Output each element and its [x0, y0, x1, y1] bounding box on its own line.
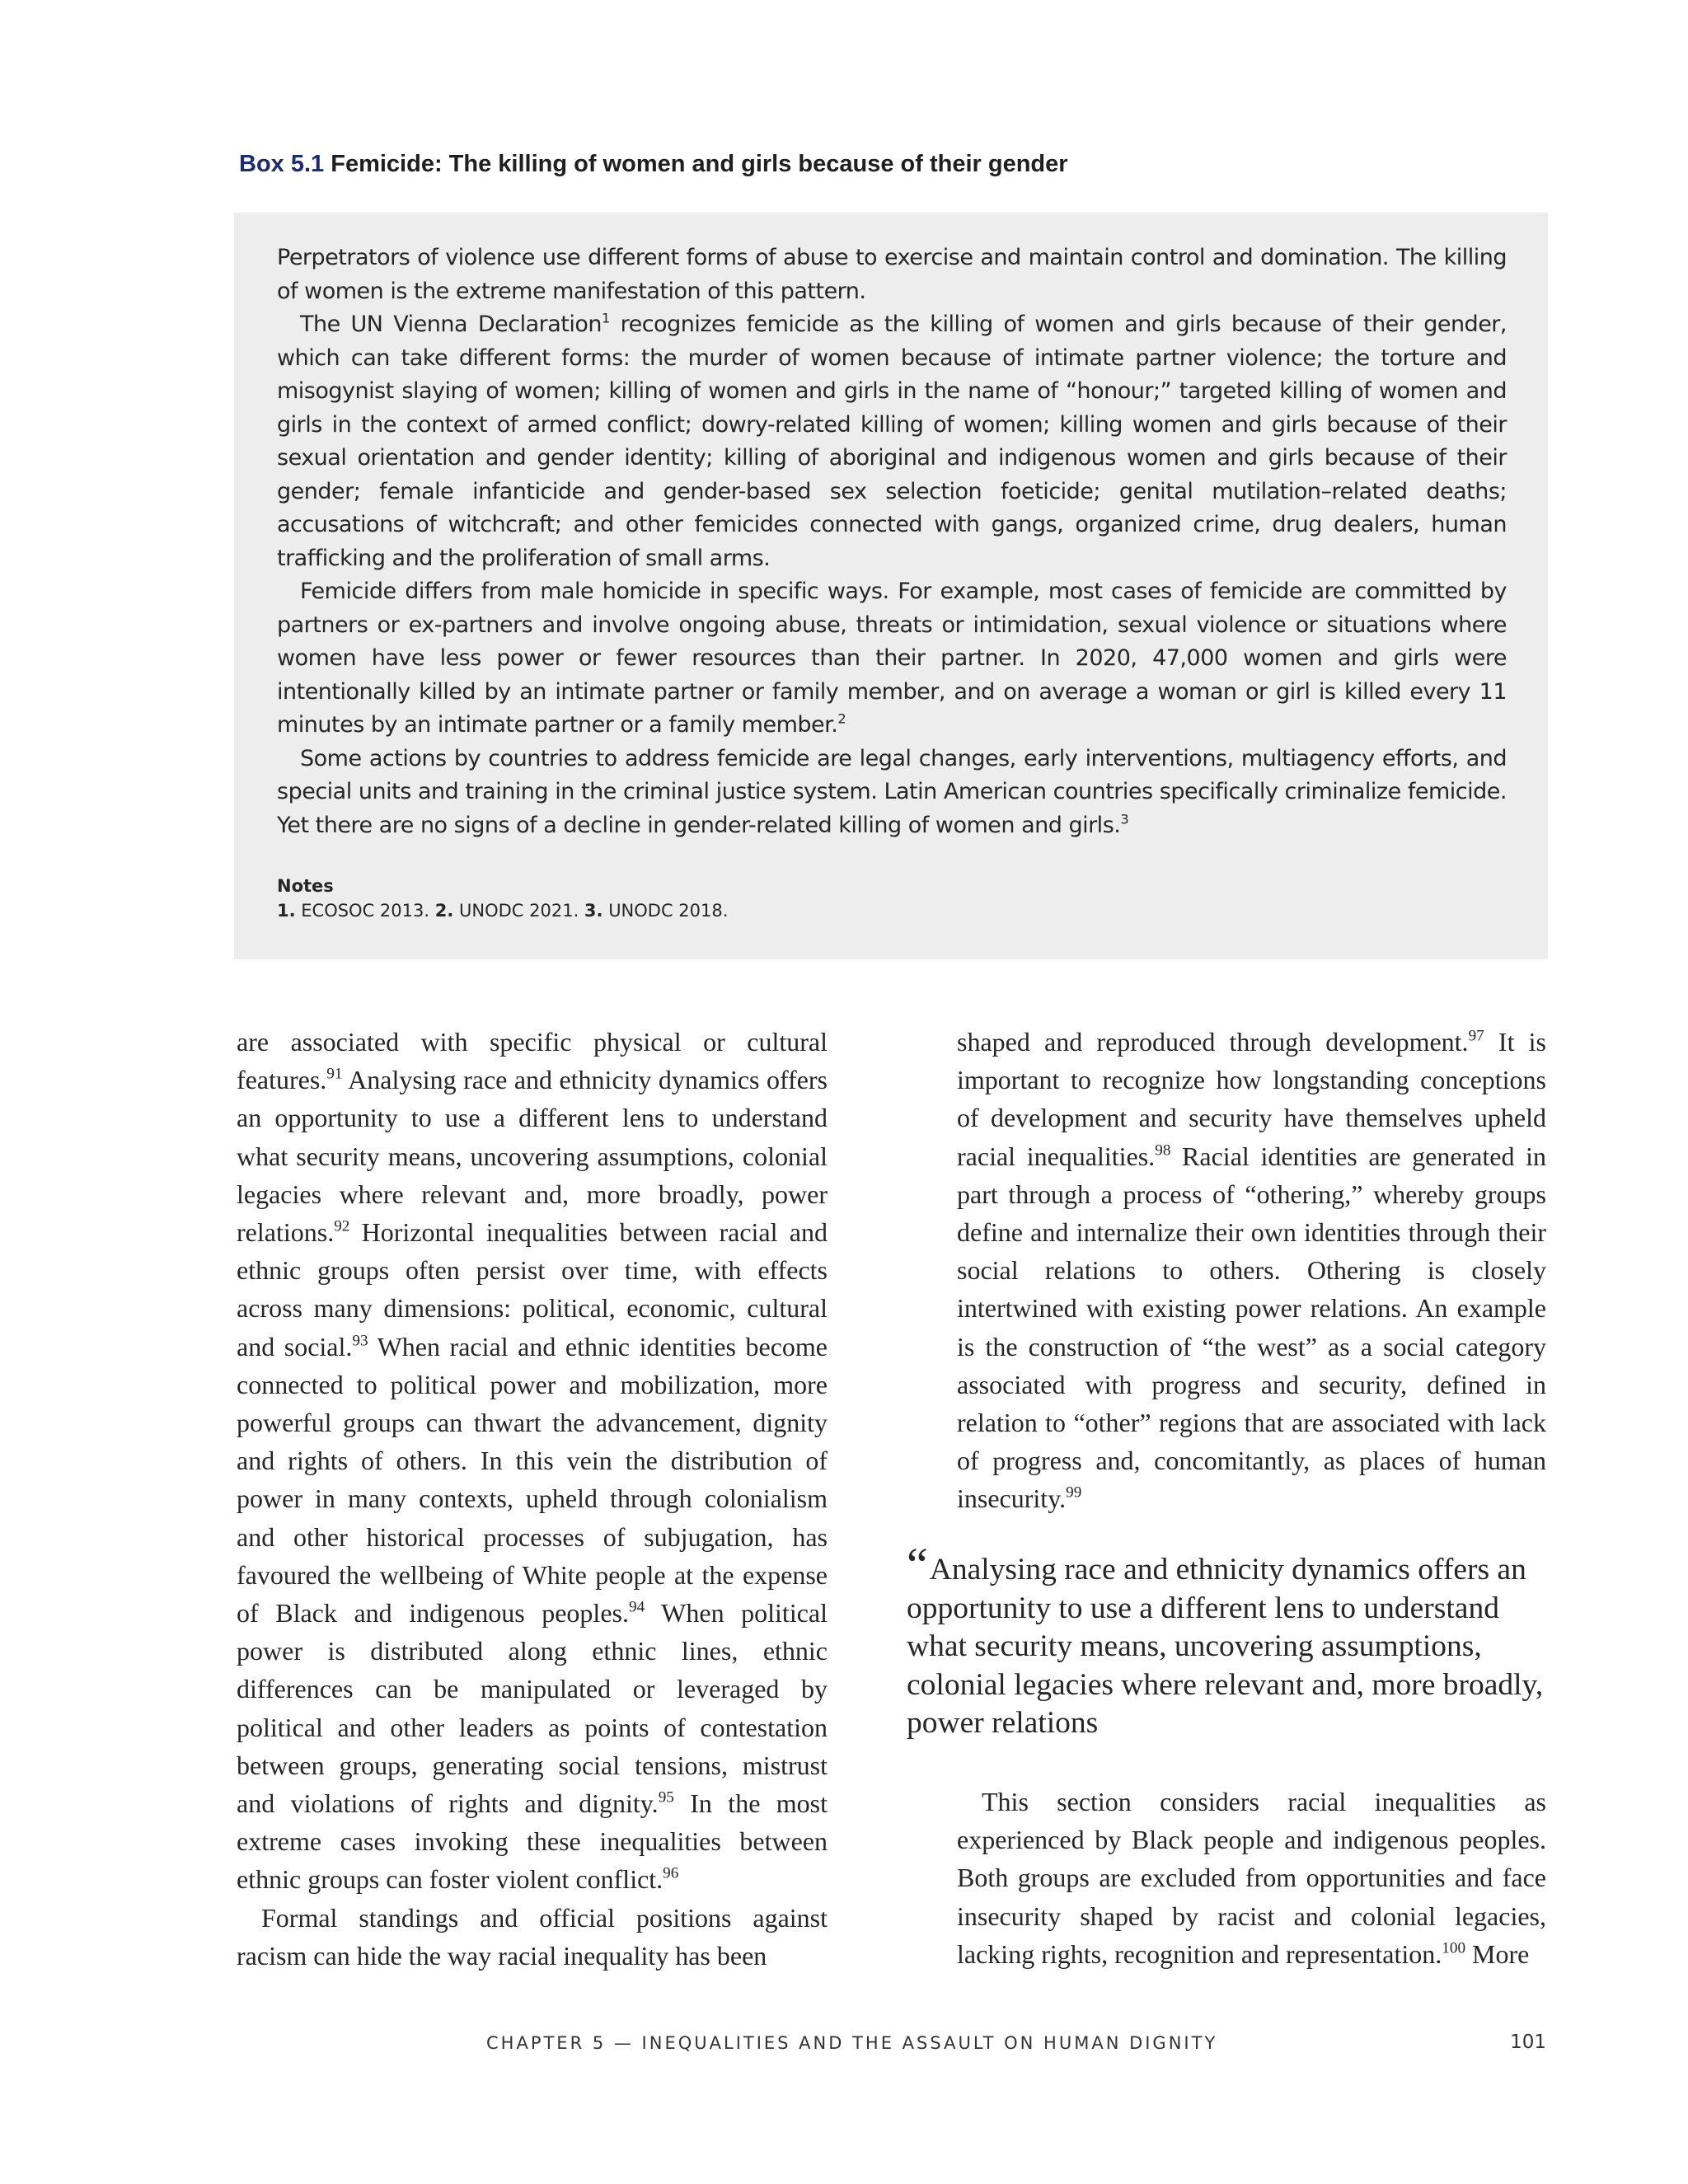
box-paragraph-2	[277, 308, 1507, 575]
body-text: Horizontal inequalities between racial and ethnic groups often persist over time, with effects across many dimensions: political, economic, cultural and social.	[237, 1217, 828, 1361]
body-text: When racial and ethnic identities become connected to political power and mobilization, more powerful groups can thwart the advancement, dignity and rights of others. In this vein the distribution of power in many contexts, upheld through colonialism and other historical processes of subjugation, has favoured the wellbeing of White people at the expense of Black and indigenous peoples.	[237, 1331, 828, 1629]
box-label: Box 5.1	[239, 151, 325, 177]
notes-title: Notes	[277, 876, 334, 896]
note-text: ECOSOC 2013.	[295, 901, 435, 921]
endnote-ref: 97	[1468, 1027, 1484, 1045]
note-number: 2.	[434, 901, 454, 921]
endnote-ref: 100	[1442, 1939, 1466, 1957]
body-text: are associated with specific physical or cultural features.	[237, 1027, 828, 1095]
running-footer: CHAPTER 5 — INEQUALITIES AND THE ASSAULT ON HUMAN DIGNITY	[486, 2033, 1218, 2053]
note-number: 3.	[584, 901, 603, 921]
pull-quote	[907, 1538, 1558, 1743]
right-column-top	[957, 1023, 1546, 1518]
body-text: Analysing race and ethnicity dynamics offers an opportunity to use a different lens to understand what security means, uncovering assumptions, colonial legacies where relevant and, more broadly, power relations.	[237, 1065, 828, 1248]
endnote-ref: 91	[326, 1065, 343, 1083]
left-paragraph-1	[237, 1023, 828, 1899]
body-text: It is important to recognize how longstanding conceptions of development and security have themselves upheld racial inequalities.	[957, 1027, 1547, 1171]
box-title-text: Femicide: The killing of women and girls because of their gender	[331, 151, 1068, 177]
page-number: 101	[1510, 2032, 1546, 2053]
note-text: UNODC 2018.	[603, 901, 729, 921]
box-p4-text: Some actions by countries to address femicide are legal changes, early interventions, multiagency efforts, and special units and training in the criminal justice system. Latin American countries specifically criminalize femicide. Yet there are no signs of a decline in gender-related killing of women and girls.	[277, 745, 1507, 838]
notes-list	[277, 898, 1507, 923]
footnote-ref-2: 2	[837, 710, 846, 727]
right-paragraph-1	[957, 1023, 1546, 1518]
box-title	[239, 151, 1068, 178]
endnote-ref: 98	[1155, 1141, 1171, 1160]
endnote-ref: 95	[658, 1788, 674, 1807]
note-text: UNODC 2021.	[453, 901, 584, 921]
body-text: More	[1465, 1938, 1530, 1969]
box-paragraph-4	[277, 743, 1507, 843]
quote-mark-icon: “	[907, 1538, 928, 1591]
body-text: shaped and reproduced through development.	[957, 1027, 1469, 1057]
box-p2-rest: recognizes femicide as the killing of women and girls because of their gender, which can take different forms: the murder of women because of intimate partner violence; the torture and misogynist slaying of women; killing of women and girls in the name of “honour;” targeted killing of women and girls in the context of armed conflict; dowry-related killing of women; killing women and girls because of their sexual orientation and gender identity; killing of aboriginal and indigenous women and girls because of their gender; female infanticide and gender-based sex selection foeticide; genital mutilation–related deaths; accusations of witchcraft; and other femicides connected with gangs, organized crime, drug dealers, human trafficking and the proliferation of small arms.	[277, 312, 1507, 571]
endnote-ref: 94	[628, 1598, 645, 1616]
body-text: Racial identities are generated in part through a process of “othering,” whereby groups define and internalize their own identities through their social relations to others. Othering is closely intertwined with existing power relations. An example is the construction of “the west” as a social category associated with progress and security, defined in relation to “other” regions that are associated with lack of progress and, concomitantly, as places of human insecurity.	[957, 1141, 1547, 1514]
body-text: When political power is distributed along ethnic lines, ethnic differences can be manipulated or leveraged by political and other leaders as points of contestation between groups, generating social tensions, mistrust and violations of rights and dignity.	[237, 1598, 828, 1819]
endnote-ref: 92	[334, 1217, 350, 1235]
box-body	[277, 241, 1507, 842]
box-paragraph-3	[277, 575, 1507, 743]
right-column-bottom	[957, 1783, 1546, 1973]
box-notes	[277, 874, 1507, 923]
left-column	[237, 1023, 828, 1975]
box-paragraph-1: Perpetrators of violence use different forms of abuse to exercise and maintain control and domination. The killing of women is the extreme manifestation of this pattern.	[277, 245, 1507, 304]
left-paragraph-2: Formal standings and official positions against racism can hide the way racial inequality has been	[237, 1902, 828, 1971]
endnote-ref: 99	[1066, 1483, 1082, 1502]
note-number: 1.	[277, 901, 296, 921]
footnote-ref-1: 1	[601, 310, 610, 326]
box-p2-start: The UN Vienna Declaration	[300, 312, 602, 337]
box-p3-text: Femicide differs from male homicide in specific ways. For example, most cases of femicide are committed by partners or ex-partners and involve ongoing abuse, threats or intimidation, sexual violence or situations where women have less power or fewer resources than their partner. In 2020, 47,000 women and girls were intentionally killed by an intimate partner or family member, and on average a woman or girl is killed every 11 minutes by an intimate partner or a family member.	[277, 579, 1507, 738]
footnote-ref-3: 3	[1120, 810, 1129, 827]
femicide-box	[234, 213, 1548, 959]
body-text: In the most extreme cases invoking these inequalities between ethnic groups can foster violent conflict.	[237, 1788, 828, 1895]
endnote-ref: 96	[663, 1865, 679, 1882]
right-paragraph-2	[957, 1783, 1546, 1973]
body-text: This section considers racial inequalities as experienced by Black people and indigenous peoples. Both groups are excluded from opportunities and face insecurity shaped by racist and colonial legacies, lacking rights, recognition and representation.	[957, 1787, 1546, 1969]
endnote-ref: 93	[352, 1332, 368, 1350]
pull-quote-text: Analysing race and ethnicity dynamics offers an opportunity to use a different lens to understand what security means, uncovering assumptions, colonial legacies where relevant and, more broadly, power relations	[907, 1553, 1544, 1740]
